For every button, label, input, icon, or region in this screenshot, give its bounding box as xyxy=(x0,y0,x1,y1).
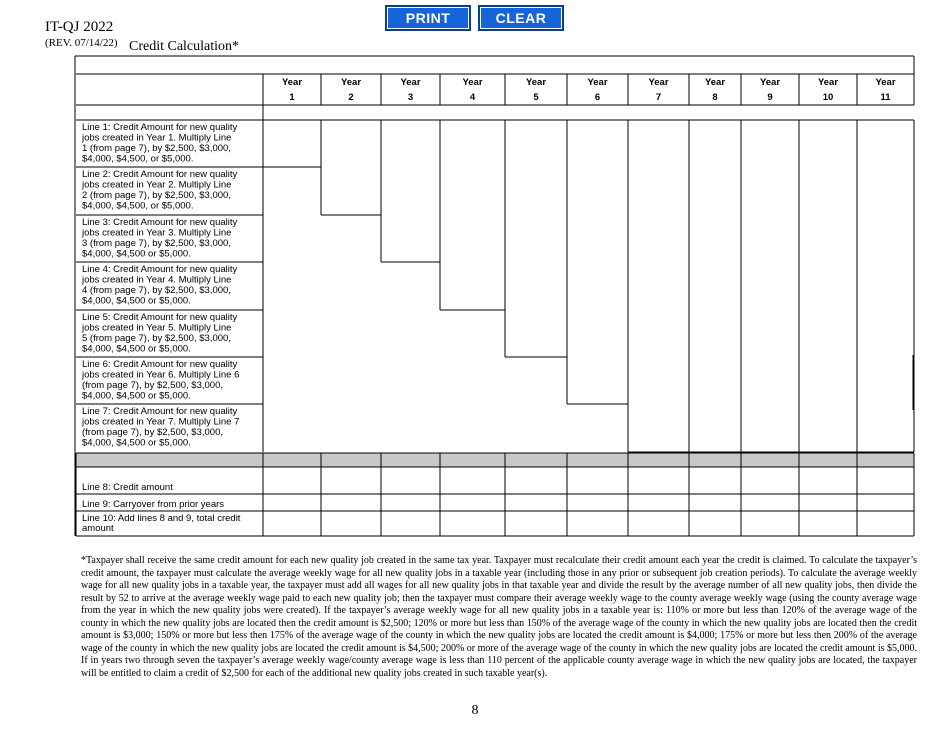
row-label-line-3: jobs created in Year 3. Multiply Line xyxy=(82,227,232,239)
row-label-line-3: 3 (from page 7), by $2,500, $3,000, xyxy=(82,238,231,249)
row-label-line-5: 5 (from page 7), by $2,500, $3,000, xyxy=(82,333,231,344)
year-header-number: 4 xyxy=(469,92,476,103)
form-id: IT-QJ 2022 xyxy=(45,19,114,35)
row-label-line-2: Line 2: Credit Amount for new quality xyxy=(82,169,238,180)
year-header-number: 8 xyxy=(712,92,718,103)
row-label-line-4: Line 4: Credit Amount for new quality xyxy=(82,264,238,275)
row-label-line-1: Line 1: Credit Amount for new quality xyxy=(82,122,238,133)
year-header-label: Year xyxy=(525,77,547,88)
year-header-label: Year xyxy=(281,77,303,88)
year-header-label: Year xyxy=(400,77,421,88)
year-header-label: Year xyxy=(462,77,483,88)
year-header-number: 11 xyxy=(880,92,891,103)
year-header-number: 6 xyxy=(594,92,601,103)
row-label-line-7: Line 7: Credit Amount for new quality xyxy=(82,406,238,417)
year-header-label: Year xyxy=(340,77,362,88)
year-header-label: Year xyxy=(759,77,781,88)
page-number: 8 xyxy=(471,703,479,718)
row-label-line-7: (from page 7), by $2,500, $3,000, xyxy=(82,427,224,438)
row-label-line-4: 4 (from page 7), by $2,500, $3,000, xyxy=(82,285,231,296)
row-label-line-1: 1 (from page 7), by $2,500, $3,000, xyxy=(82,143,231,154)
year-header-label: Year xyxy=(587,77,608,88)
year-header-number: 10 xyxy=(822,92,834,103)
row-label-line-7: jobs created in Year 7. Multiply Line 7 xyxy=(82,416,240,428)
line9-label: Line 9: Carryover from prior years xyxy=(82,499,225,510)
year-header-label: Year xyxy=(704,77,726,88)
clear-button[interactable]: CLEAR xyxy=(479,6,563,30)
year-header-label: Year xyxy=(875,77,896,88)
row-label-line-4: jobs created in Year 4. Multiply Line xyxy=(82,274,232,286)
row-label-line-6: Line 6: Credit Amount for new quality xyxy=(82,359,238,370)
year-header-number: 5 xyxy=(533,92,539,103)
print-button[interactable]: PRINT xyxy=(386,6,470,30)
year-header-label: Year xyxy=(648,77,669,88)
year-header-number: 3 xyxy=(407,92,414,103)
year-header-number: 9 xyxy=(767,92,773,103)
line10-label: Line 10: Add lines 8 and 9, total credit xyxy=(82,513,241,524)
line10-label: amount xyxy=(82,523,114,534)
year-header-number: 7 xyxy=(655,92,662,103)
row-label-line-2: 2 (from page 7), by $2,500, $3,000, xyxy=(82,190,231,201)
row-label-line-3: Line 3: Credit Amount for new quality xyxy=(82,217,238,228)
line8-label: Line 8: Credit amount xyxy=(82,482,173,493)
row-label-line-2: $4,000, $4,500, or $5,000. xyxy=(82,200,194,212)
year-header-label: Year xyxy=(817,77,839,88)
row-label-line-7: $4,000, $4,500 or $5,000. xyxy=(82,437,191,449)
year-header-number: 2 xyxy=(348,92,354,103)
year-header-number: 1 xyxy=(289,92,295,103)
shaded-separator xyxy=(76,453,914,467)
row-label-line-5: jobs created in Year 5. Multiply Line xyxy=(82,322,232,334)
row-label-line-4: $4,000, $4,500 or $5,000. xyxy=(82,295,191,307)
row-label-line-6: $4,000, $4,500 or $5,000. xyxy=(82,390,191,402)
row-label-line-3: $4,000, $4,500 or $5,000. xyxy=(82,248,191,260)
row-label-line-5: $4,000, $4,500 or $5,000. xyxy=(82,343,191,355)
row-label-line-5: Line 5: Credit Amount for new quality xyxy=(82,312,238,323)
row-label-line-1: $4,000, $4,500, or $5,000. xyxy=(82,153,194,165)
section-title: Credit Calculation* xyxy=(129,39,240,54)
row-label-line-6: (from page 7), by $2,500, $3,000, xyxy=(82,380,224,391)
revision-date: (REV. 07/14/22) xyxy=(45,37,118,49)
row-label-line-1: jobs created in Year 1. Multiply Line xyxy=(82,132,232,144)
row-label-line-2: jobs created in Year 2. Multiply Line xyxy=(82,179,232,191)
row-label-line-6: jobs created in Year 6. Multiply Line 6 xyxy=(82,369,240,381)
footnote: *Taxpayer shall receive the same credit amount for each new quality job created in the same tax year. Taxpayer must recalculate their credit amount each year the credit is claimed. To calculate the taxpayer’s credit amount, the taxpayer must calculate the average weekly wage for all new quality jobs in a taxable year (including those in any prior or subsequent job creation periods). To calculate the average weekly wage for all new quality jobs in a taxable year, the taxpayer must add all wages for all new quality jobs in that taxable year and divide the result by the average number of all new quality jobs, then divide the result by 52 to arrive at the average weekly wage paid to each new quality job; then the taxpayer must compare their average weekly wage to the county average weekly wage (using the county average wage from the year in which the new quality jobs were created). If the taxpayer’s average weekly wage for all new quality jobs in a taxable year is: 110% or more but less than 120% of the average wage of the county in which the new quality jobs are located then the credit amount is $2,500; 120% or more but less than 150% of the average wage of the county in which the new quality jobs are located then the credit amount is $3,000; 150% or more but less then 175% of the average wage of the county in which the new quality jobs are located the credit amount is $4,000; 175% or more but less then 200% of the average wage of the county in which the new quality jobs are located the credit amount is $4,500; 200% or more of the average wage of the county in which the new quality jobs are located the credit amount is $5,000. If in years two through seven the taxpayer’s average weekly wage/county average wage is less than 110 percent of the applicable county average wage in which the new quality jobs are located, the taxpayer will be entitled to claim a credit of $2,500 for each of the additional new quality jobs created in such taxable year(s). xyxy=(81,555,917,679)
